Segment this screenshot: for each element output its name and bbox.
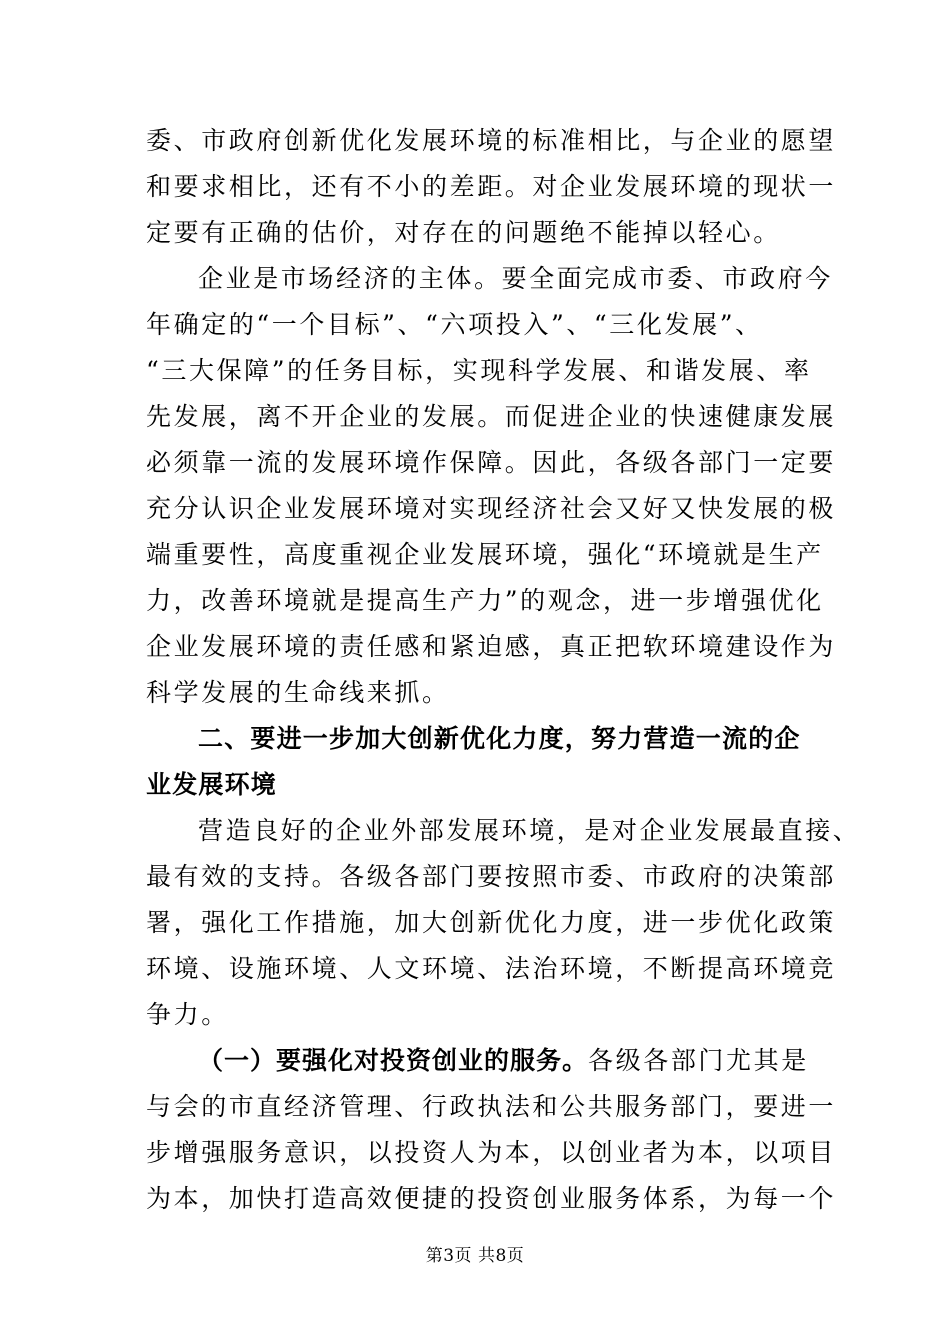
section-heading: 业发展环境 — [146, 770, 278, 799]
paragraph-line: 企业发展环境的责任感和紧迫感，真正把软环境建设作为 — [146, 632, 837, 661]
paragraph-line: 步增强服务意识，以投资人为本，以创业者为本，以项目 — [146, 1138, 837, 1167]
paragraph-line: 企业是市场经济的主体。要全面完成市委、市政府今 — [198, 264, 833, 293]
paragraph-line: 年确定的“一个目标”、“六项投入”、“三化发展”、 — [146, 310, 763, 339]
paragraph-line: 最有效的支持。各级各部门要按照市委、市政府的决策部 — [146, 862, 837, 891]
paragraph-line: 与会的市直经济管理、行政执法和公共服务部门，要进一 — [146, 1092, 837, 1121]
paragraph-line: 争力。 — [146, 1000, 229, 1029]
paragraph-line: 先发展，离不开企业的发展。而促进企业的快速健康发展 — [146, 402, 837, 431]
paragraph-line: 为本，加快打造高效便捷的投资创业服务体系，为每一个 — [146, 1184, 837, 1213]
paragraph-line: 力，改善环境就是提高生产力”的观念，进一步增强优化 — [146, 586, 824, 615]
paragraph-text: 各级各部门尤其是 — [588, 1046, 809, 1075]
paragraph-line: 科学发展的生命线来抓。 — [146, 678, 450, 707]
subsection-line — [198, 1041, 809, 1081]
paragraph-line: 环境、设施环境、人文环境、法治环境，不断提高环境竞 — [146, 954, 837, 983]
paragraph-line: “三大保障”的任务目标，实现科学发展、和谐发展、率 — [146, 356, 812, 385]
subsection-heading: （一）要强化对投资创业的服务。 — [198, 1046, 589, 1075]
paragraph-line: 和要求相比，还有不小的差距。对企业发展环境的现状一 — [146, 172, 837, 201]
paragraph-line: 充分认识企业发展环境对实现经济社会又好又快发展的极 — [146, 494, 837, 523]
paragraph-line: 委、市政府创新优化发展环境的标准相比，与企业的愿望 — [146, 126, 837, 155]
section-heading: 二、要进一步加大创新优化力度，努力营造一流的企 — [198, 724, 801, 753]
paragraph-line: 营造良好的企业外部发展环境，是对企业发展最直接、 — [198, 816, 861, 845]
paragraph-line: 端重要性，高度重视企业发展环境，强化“环境就是生产 — [146, 540, 824, 569]
paragraph-line: 必须靠一流的发展环境作保障。因此，各级各部门一定要 — [146, 448, 837, 477]
paragraph-line: 定要有正确的估价，对存在的问题绝不能掉以轻心。 — [146, 218, 781, 247]
paragraph-line: 署，强化工作措施，加大创新优化力度，进一步优化政策 — [146, 908, 837, 937]
page-footer: 第3页 共8页 — [425, 1246, 525, 1266]
